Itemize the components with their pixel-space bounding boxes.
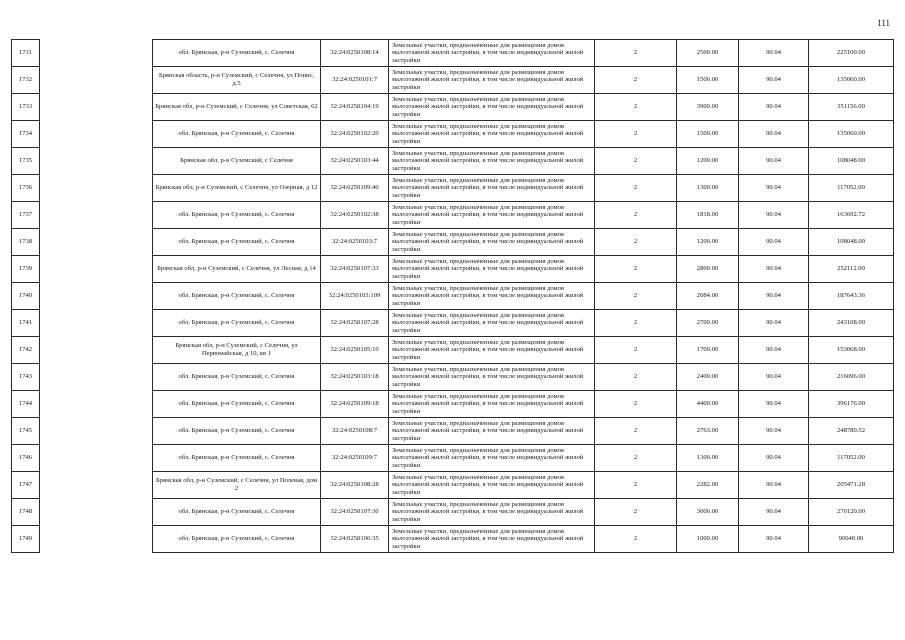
land-use-cell: Земельные участки, предназначенные для размещения домов малоэтажной жилой застройки, в том числе индивидуальной жилой застройки bbox=[389, 121, 595, 148]
category-cell: 2 bbox=[595, 67, 677, 94]
empty-cell bbox=[40, 229, 153, 256]
rate-cell: 90.04 bbox=[739, 337, 809, 364]
table-row bbox=[12, 121, 894, 148]
cadastral-number-cell: 32:24:0250105:10 bbox=[321, 337, 389, 364]
empty-cell bbox=[40, 121, 153, 148]
cadastral-value-cell: 205471.28 bbox=[809, 472, 894, 499]
land-use-cell: Земельные участки, предназначенные для размещения домов малоэтажной жилой застройки, в том числе индивидуальной жилой застройки bbox=[389, 67, 595, 94]
cadastral-number-cell: 32:24:0250107:33 bbox=[321, 256, 389, 283]
area-cell: 1300.00 bbox=[677, 445, 739, 472]
row-number: 1740 bbox=[12, 283, 40, 310]
rate-cell: 90.04 bbox=[739, 94, 809, 121]
area-cell: 2763.00 bbox=[677, 418, 739, 445]
rate-cell: 90.04 bbox=[739, 310, 809, 337]
empty-cell bbox=[40, 202, 153, 229]
row-number: 1749 bbox=[12, 526, 40, 553]
cadastral-number-cell: 32:24:0250101:7 bbox=[321, 67, 389, 94]
category-cell: 2 bbox=[595, 526, 677, 553]
table-row bbox=[12, 40, 894, 67]
row-number: 1735 bbox=[12, 148, 40, 175]
address-cell: обл. Брянская, р-н Суземский, с. Селечня bbox=[153, 526, 321, 553]
row-number: 1731 bbox=[12, 40, 40, 67]
category-cell: 2 bbox=[595, 310, 677, 337]
address-cell: обл. Брянская, р-н Суземский, с. Селечня bbox=[153, 310, 321, 337]
row-number: 1733 bbox=[12, 94, 40, 121]
category-cell: 2 bbox=[595, 472, 677, 499]
table-row bbox=[12, 256, 894, 283]
row-number: 1737 bbox=[12, 202, 40, 229]
rate-cell: 90.04 bbox=[739, 256, 809, 283]
empty-cell bbox=[40, 526, 153, 553]
row-number: 1747 bbox=[12, 472, 40, 499]
category-cell: 2 bbox=[595, 445, 677, 472]
cadastral-value-cell: 396176.00 bbox=[809, 391, 894, 418]
rate-cell: 90.04 bbox=[739, 418, 809, 445]
cadastral-value-cell: 135060.00 bbox=[809, 121, 894, 148]
area-cell: 2700.00 bbox=[677, 310, 739, 337]
area-cell: 2400.00 bbox=[677, 364, 739, 391]
empty-cell bbox=[40, 94, 153, 121]
category-cell: 2 bbox=[595, 229, 677, 256]
cadastral-number-cell: 32:24:0250103:18 bbox=[321, 364, 389, 391]
rate-cell: 90.04 bbox=[739, 229, 809, 256]
category-cell: 2 bbox=[595, 391, 677, 418]
land-use-cell: Земельные участки, предназначенные для размещения домов малоэтажной жилой застройки, в том числе индивидуальной жилой застройки bbox=[389, 391, 595, 418]
cadastral-number-cell: 32:24:0250102:38 bbox=[321, 202, 389, 229]
rate-cell: 90.04 bbox=[739, 445, 809, 472]
row-number: 1736 bbox=[12, 175, 40, 202]
area-cell: 1818.00 bbox=[677, 202, 739, 229]
rate-cell: 90.04 bbox=[739, 499, 809, 526]
address-cell: Брянская обл, р-н Суземский, с Селечня, ул Советская, 62 bbox=[153, 94, 321, 121]
area-cell: 1200.00 bbox=[677, 148, 739, 175]
cadastral-number-cell: 32:24:0250102:20 bbox=[321, 121, 389, 148]
category-cell: 2 bbox=[595, 283, 677, 310]
table-row bbox=[12, 310, 894, 337]
land-use-cell: Земельные участки, предназначенные для размещения домов малоэтажной жилой застройки, в том числе индивидуальной жилой застройки bbox=[389, 202, 595, 229]
address-cell: Брянская обл, р-н Суземский, с Селечня, ул Лесная, д 14 bbox=[153, 256, 321, 283]
row-number: 1734 bbox=[12, 121, 40, 148]
area-cell: 1000.00 bbox=[677, 526, 739, 553]
land-use-cell: Земельные участки, предназначенные для размещения домов малоэтажной жилой застройки, в том числе индивидуальной жилой застройки bbox=[389, 337, 595, 364]
table-row bbox=[12, 418, 894, 445]
row-number: 1732 bbox=[12, 67, 40, 94]
cadastral-value-cell: 90040.00 bbox=[809, 526, 894, 553]
table-row bbox=[12, 202, 894, 229]
cadastral-value-cell: 108048.00 bbox=[809, 148, 894, 175]
address-cell: обл. Брянская, р-н Суземский, с. Селечня bbox=[153, 364, 321, 391]
cadastral-value-cell: 108048.00 bbox=[809, 229, 894, 256]
rate-cell: 90.04 bbox=[739, 283, 809, 310]
area-cell: 1300.00 bbox=[677, 175, 739, 202]
row-number: 1748 bbox=[12, 499, 40, 526]
address-cell: обл. Брянская, р-н Суземский, с. Селечня bbox=[153, 499, 321, 526]
land-use-cell: Земельные участки, предназначенные для размещения домов малоэтажной жилой застройки, в том числе индивидуальной жилой застройки bbox=[389, 148, 595, 175]
table-row bbox=[12, 526, 894, 553]
land-use-cell: Земельные участки, предназначенные для размещения домов малоэтажной жилой застройки, в том числе индивидуальной жилой застройки bbox=[389, 229, 595, 256]
cadastral-value-cell: 117052.00 bbox=[809, 175, 894, 202]
table-row bbox=[12, 445, 894, 472]
empty-cell bbox=[40, 499, 153, 526]
land-use-cell: Земельные участки, предназначенные для размещения домов малоэтажной жилой застройки, в том числе индивидуальной жилой застройки bbox=[389, 256, 595, 283]
table-row bbox=[12, 499, 894, 526]
land-use-cell: Земельные участки, предназначенные для размещения домов малоэтажной жилой застройки, в том числе индивидуальной жилой застройки bbox=[389, 526, 595, 553]
land-use-cell: Земельные участки, предназначенные для размещения домов малоэтажной жилой застройки, в том числе индивидуальной жилой застройки bbox=[389, 499, 595, 526]
cadastral-number-cell: 32:24:0250103:44 bbox=[321, 148, 389, 175]
cadastral-number-cell: 32:24:0250107:30 bbox=[321, 499, 389, 526]
table-row bbox=[12, 391, 894, 418]
address-cell: обл. Брянская, р-н Суземский, с. Селечня bbox=[153, 202, 321, 229]
cadastral-number-cell: 32:24:0250108:28 bbox=[321, 472, 389, 499]
category-cell: 2 bbox=[595, 337, 677, 364]
category-cell: 2 bbox=[595, 202, 677, 229]
category-cell: 2 bbox=[595, 94, 677, 121]
table-row bbox=[12, 229, 894, 256]
rate-cell: 90.04 bbox=[739, 391, 809, 418]
land-use-cell: Земельные участки, предназначенные для размещения домов малоэтажной жилой застройки, в том числе индивидуальной жилой застройки bbox=[389, 175, 595, 202]
land-use-cell: Земельные участки, предназначенные для размещения домов малоэтажной жилой застройки, в том числе индивидуальной жилой застройки bbox=[389, 310, 595, 337]
cadastral-number-cell: 32:24:0250109:40 bbox=[321, 175, 389, 202]
empty-cell bbox=[40, 445, 153, 472]
empty-cell bbox=[40, 472, 153, 499]
table-row bbox=[12, 472, 894, 499]
empty-cell bbox=[40, 256, 153, 283]
empty-cell bbox=[40, 40, 153, 67]
empty-cell bbox=[40, 175, 153, 202]
area-cell: 2282.00 bbox=[677, 472, 739, 499]
row-number: 1744 bbox=[12, 391, 40, 418]
area-cell: 4400.00 bbox=[677, 391, 739, 418]
address-cell: обл. Брянская, р-н Суземский, с. Селечня bbox=[153, 283, 321, 310]
cadastral-value-cell: 351156.00 bbox=[809, 94, 894, 121]
address-cell: Брянская обл, р-н Суземский, с Селечня, ул Полевая, дом 2 bbox=[153, 472, 321, 499]
cadastral-number-cell: 32:24:0250109:18 bbox=[321, 391, 389, 418]
rate-cell: 90.04 bbox=[739, 364, 809, 391]
land-use-cell: Земельные участки, предназначенные для размещения домов малоэтажной жилой застройки, в том числе индивидуальной жилой застройки bbox=[389, 472, 595, 499]
cadastral-value-cell: 243108.00 bbox=[809, 310, 894, 337]
rate-cell: 90.04 bbox=[739, 175, 809, 202]
land-use-cell: Земельные участки, предназначенные для размещения домов малоэтажной жилой застройки, в том числе индивидуальной жилой застройки bbox=[389, 283, 595, 310]
cadastral-value-cell: 135060.00 bbox=[809, 67, 894, 94]
empty-cell bbox=[40, 364, 153, 391]
rate-cell: 90.04 bbox=[739, 148, 809, 175]
row-number: 1742 bbox=[12, 337, 40, 364]
cadastral-value-cell: 216096.00 bbox=[809, 364, 894, 391]
area-cell: 2800.00 bbox=[677, 256, 739, 283]
cadastral-value-cell: 252112.00 bbox=[809, 256, 894, 283]
area-cell: 2084.00 bbox=[677, 283, 739, 310]
table-row bbox=[12, 283, 894, 310]
area-cell: 1500.00 bbox=[677, 67, 739, 94]
area-cell: 3000.00 bbox=[677, 499, 739, 526]
table-row bbox=[12, 175, 894, 202]
category-cell: 2 bbox=[595, 40, 677, 67]
row-number: 1746 bbox=[12, 445, 40, 472]
table-row bbox=[12, 364, 894, 391]
table-row bbox=[12, 148, 894, 175]
row-number: 1743 bbox=[12, 364, 40, 391]
category-cell: 2 bbox=[595, 418, 677, 445]
cadastral-value-table bbox=[11, 39, 894, 553]
empty-cell bbox=[40, 148, 153, 175]
table-row bbox=[12, 337, 894, 364]
address-cell: Брянская обл, р-н Суземский, с Селечня, ул Первомайская, д 10, кв 1 bbox=[153, 337, 321, 364]
cadastral-number-cell: 32:24:0250109:7 bbox=[321, 445, 389, 472]
cadastral-value-cell: 270120.00 bbox=[809, 499, 894, 526]
category-cell: 2 bbox=[595, 499, 677, 526]
category-cell: 2 bbox=[595, 148, 677, 175]
area-cell: 2500.00 bbox=[677, 40, 739, 67]
cadastral-value-cell: 163692.72 bbox=[809, 202, 894, 229]
table-row bbox=[12, 94, 894, 121]
cadastral-value-cell: 153068.00 bbox=[809, 337, 894, 364]
row-number: 1739 bbox=[12, 256, 40, 283]
area-cell: 3900.00 bbox=[677, 94, 739, 121]
table-row bbox=[12, 67, 894, 94]
rate-cell: 90.04 bbox=[739, 121, 809, 148]
rate-cell: 90.04 bbox=[739, 40, 809, 67]
rate-cell: 90.04 bbox=[739, 472, 809, 499]
cadastral-number-cell: 32:24:0250108:14 bbox=[321, 40, 389, 67]
land-use-cell: Земельные участки, предназначенные для размещения домов малоэтажной жилой застройки, в том числе индивидуальной жилой застройки bbox=[389, 418, 595, 445]
address-cell: Брянская область, р-н Суземский, с Селечня, ул Понис, д.5 bbox=[153, 67, 321, 94]
empty-cell bbox=[40, 337, 153, 364]
area-cell: 1200.00 bbox=[677, 229, 739, 256]
address-cell: обл. Брянская, р-н Суземский, с. Селечня bbox=[153, 40, 321, 67]
address-cell: обл. Брянская, р-н Суземский, с. Селечня bbox=[153, 121, 321, 148]
category-cell: 2 bbox=[595, 175, 677, 202]
land-use-cell: Земельные участки, предназначенные для размещения домов малоэтажной жилой застройки, в том числе индивидуальной жилой застройки bbox=[389, 40, 595, 67]
address-cell: обл. Брянская, р-н Суземский, с. Селечня bbox=[153, 229, 321, 256]
area-cell: 1500.00 bbox=[677, 121, 739, 148]
rate-cell: 90.04 bbox=[739, 526, 809, 553]
page-number: 111 bbox=[877, 18, 890, 28]
area-cell: 1700.00 bbox=[677, 337, 739, 364]
cadastral-value-cell: 225100.00 bbox=[809, 40, 894, 67]
category-cell: 2 bbox=[595, 364, 677, 391]
cadastral-value-cell: 187643.36 bbox=[809, 283, 894, 310]
rate-cell: 90.04 bbox=[739, 202, 809, 229]
cadastral-number-cell: 32:24:0250108:7 bbox=[321, 418, 389, 445]
land-use-cell: Земельные участки, предназначенные для размещения домов малоэтажной жилой застройки, в том числе индивидуальной жилой застройки bbox=[389, 445, 595, 472]
cadastral-value-cell: 117052.00 bbox=[809, 445, 894, 472]
row-number: 1741 bbox=[12, 310, 40, 337]
empty-cell bbox=[40, 283, 153, 310]
empty-cell bbox=[40, 67, 153, 94]
empty-cell bbox=[40, 310, 153, 337]
address-cell: обл. Брянская, р-н Суземский, с. Селечня bbox=[153, 418, 321, 445]
empty-cell bbox=[40, 391, 153, 418]
row-number: 1745 bbox=[12, 418, 40, 445]
address-cell: Брянская обл, р-н Суземский, с Селечня, ул Озерная, д 12 bbox=[153, 175, 321, 202]
address-cell: обл. Брянская, р-н Суземский, с. Селечня bbox=[153, 445, 321, 472]
rate-cell: 90.04 bbox=[739, 67, 809, 94]
row-number: 1738 bbox=[12, 229, 40, 256]
category-cell: 2 bbox=[595, 256, 677, 283]
category-cell: 2 bbox=[595, 121, 677, 148]
cadastral-number-cell: 32:24:0250106:35 bbox=[321, 526, 389, 553]
land-use-cell: Земельные участки, предназначенные для размещения домов малоэтажной жилой застройки, в том числе индивидуальной жилой застройки bbox=[389, 364, 595, 391]
address-cell: Брянская обл, р-н Суземский, с Селечня bbox=[153, 148, 321, 175]
land-use-cell: Земельные участки, предназначенные для размещения домов малоэтажной жилой застройки, в том числе индивидуальной жилой застройки bbox=[389, 94, 595, 121]
address-cell: обл. Брянская, р-н Суземский, с. Селечня bbox=[153, 391, 321, 418]
cadastral-number-cell: 32:24:0250104:19 bbox=[321, 94, 389, 121]
cadastral-number-cell: 32:24:0250107:28 bbox=[321, 310, 389, 337]
cadastral-number-cell: 32:24:0250103:109 bbox=[321, 283, 389, 310]
cadastral-value-cell: 248780.52 bbox=[809, 418, 894, 445]
empty-cell bbox=[40, 418, 153, 445]
cadastral-number-cell: 32:24:0250103:7 bbox=[321, 229, 389, 256]
